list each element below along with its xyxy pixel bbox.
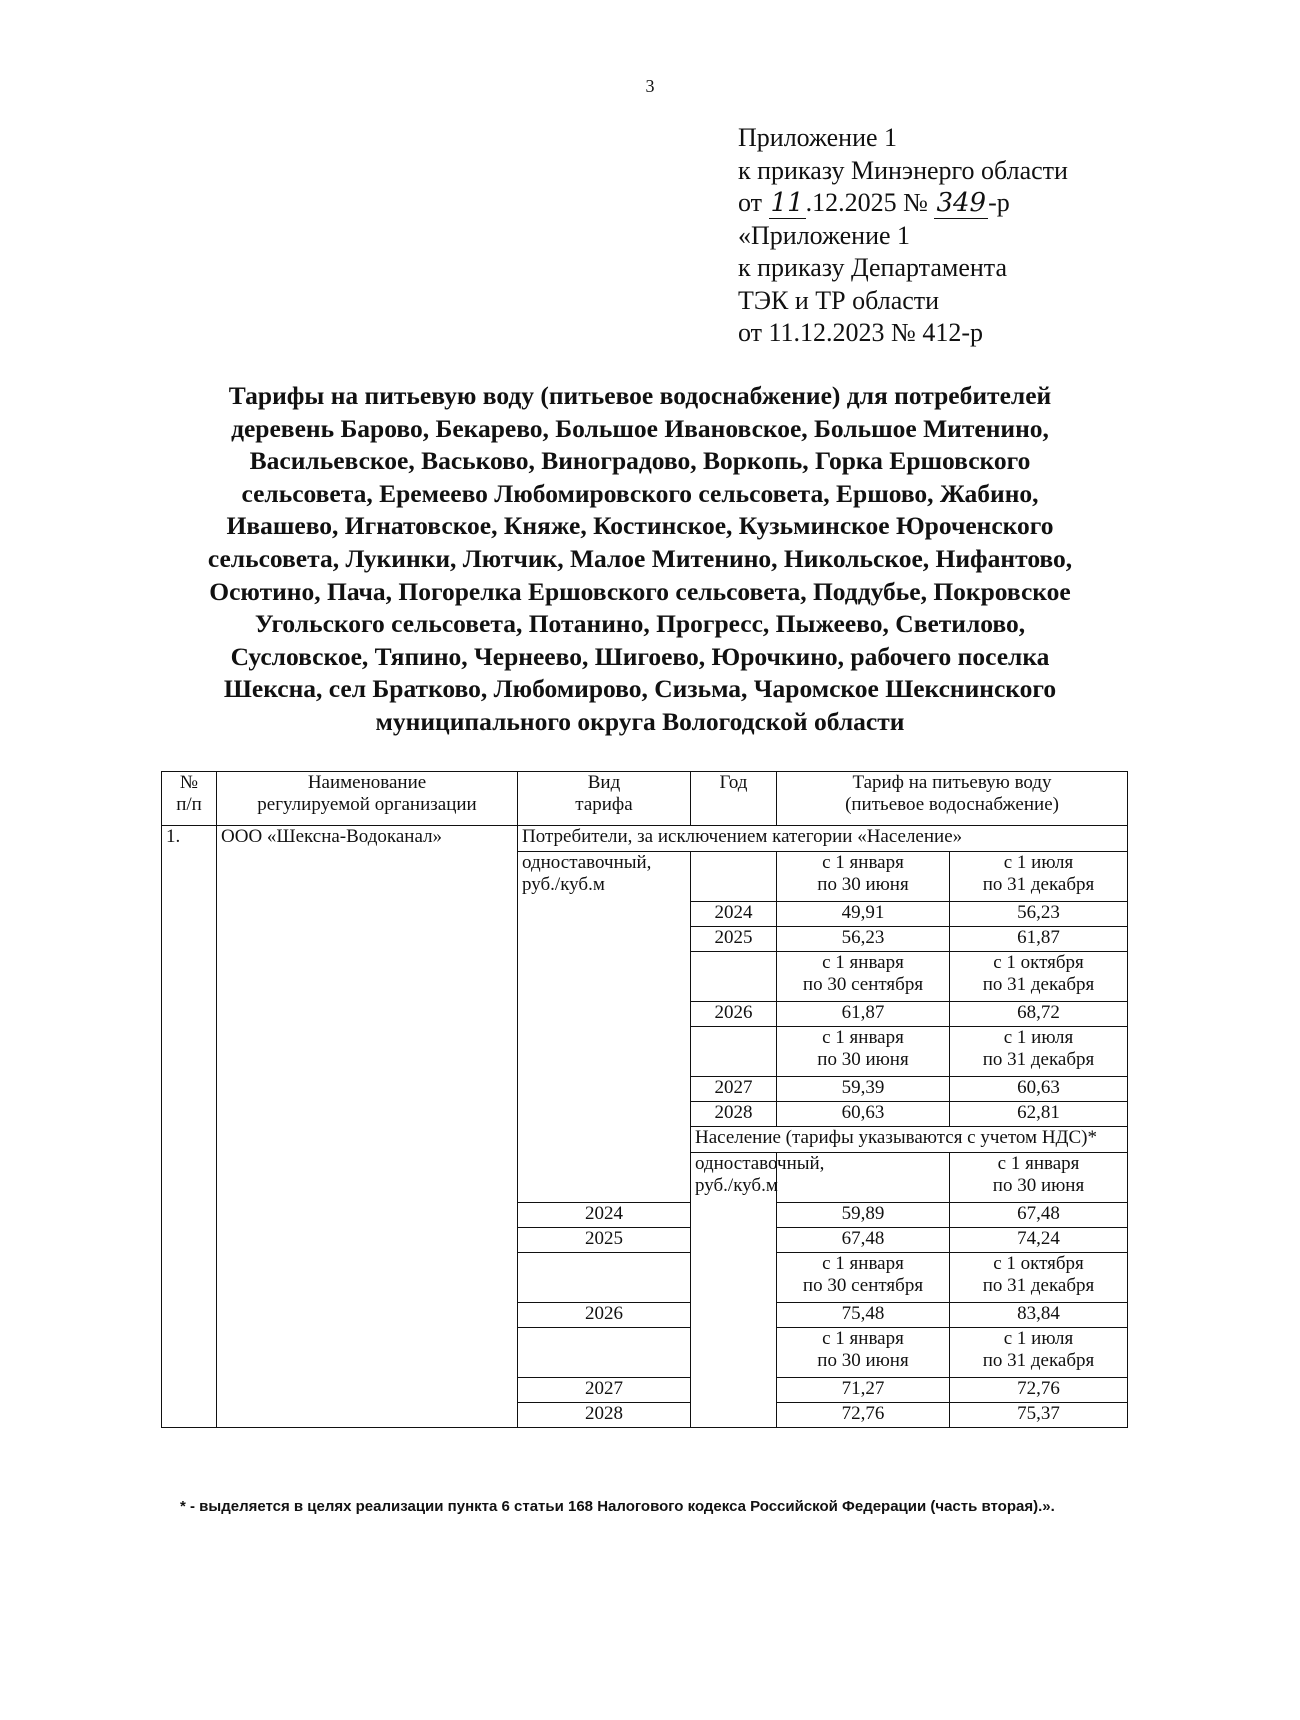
title-line: Угольского сельсовета, Потанино, Прогресс, Пыжеево, Светилово, <box>254 609 1026 639</box>
appendix-prefix: от <box>738 188 769 217</box>
year-cell <box>691 1027 777 1077</box>
table-header-row <box>162 772 1128 826</box>
tariff-value: 49,91 <box>777 902 950 927</box>
tariff-value: 75,37 <box>950 1403 1128 1428</box>
tariff-value: 62,81 <box>950 1102 1128 1127</box>
period-end: с 1 июля по 31 декабря <box>950 1328 1128 1378</box>
tariff-value: 75,48 <box>777 1303 950 1328</box>
tariff-value: 61,87 <box>950 927 1128 952</box>
title-line: муниципального округа Вологодской области <box>375 706 905 736</box>
year-cell <box>691 852 777 902</box>
year-cell: 2024 <box>691 902 777 927</box>
tariff-value: 56,23 <box>777 927 950 952</box>
appendix-block <box>738 122 1178 350</box>
tariff-table <box>161 771 1128 1428</box>
consumer-category: Потребители, за исключением категории «Население» <box>518 826 1128 852</box>
consumer-category: Население (тарифы указываются с учетом НДС)* <box>691 1127 1128 1153</box>
header-tariff: Тариф на питьевую воду (питьевое водоснабжение) <box>777 772 1128 826</box>
year-cell <box>518 1328 691 1378</box>
period-start: с 1 января по 30 сентября <box>777 952 950 1002</box>
title-line: сельсовета, Еремеево Любомировского сельсовета, Ершово, Жабино, <box>241 478 1039 508</box>
period-end: с 1 октября по 31 декабря <box>950 952 1128 1002</box>
period-start: с 1 января по 30 июня <box>950 1153 1128 1203</box>
title-line: деревень Барово, Бекарево, Большое Ивановское, Большое Митенино, <box>231 413 1049 443</box>
title-line: Осютино, Пача, Погорелка Ершовского сельсовета, Поддубье, Покровское <box>209 576 1071 606</box>
appendix-mid: .12.2025 № <box>805 188 935 217</box>
header-year: Год <box>691 772 777 826</box>
tariff-value: 83,84 <box>950 1303 1128 1328</box>
tariff-value: 74,24 <box>950 1228 1128 1253</box>
tariff-value: 56,23 <box>950 902 1128 927</box>
period-end: с 1 июля по 31 декабря <box>950 852 1128 902</box>
tariff-type: одноставочный, руб./куб.м <box>691 1153 777 1428</box>
tariff-value: 60,63 <box>777 1102 950 1127</box>
year-cell: 2027 <box>518 1378 691 1403</box>
tariff-value: 61,87 <box>777 1002 950 1027</box>
tariff-value: 72,76 <box>950 1378 1128 1403</box>
appendix-line: к приказу Минэнерго области <box>738 155 1068 185</box>
period-start: с 1 января по 30 июня <box>777 1328 950 1378</box>
year-cell: 2028 <box>518 1403 691 1428</box>
year-cell: 2027 <box>691 1077 777 1102</box>
title-line: Тарифы на питьевую воду (питьевое водоснабжение) для потребителей <box>228 381 1052 410</box>
table-row <box>162 826 1128 852</box>
title-line: сельсовета, Лукинки, Лютчик, Малое Митенино, Никольское, Нифантово, <box>207 543 1073 573</box>
row-number: 1. <box>162 826 217 1428</box>
period-start: с 1 января по 30 июня <box>777 1027 950 1077</box>
tariff-value: 68,72 <box>950 1002 1128 1027</box>
header-organization: Наименование регулируемой организации <box>217 772 518 826</box>
handwritten-day: 11 <box>770 188 804 218</box>
year-cell: 2026 <box>518 1303 691 1328</box>
page-number: 3 <box>645 76 655 96</box>
appendix-line: Приложение 1 <box>738 123 898 152</box>
period-end: с 1 июля по 31 декабря <box>950 1027 1128 1077</box>
tariff-value: 60,63 <box>950 1077 1128 1102</box>
handwritten-order-number: 349 <box>936 188 987 218</box>
period-start: с 1 января по 30 сентября <box>777 1253 950 1303</box>
header-tariff-type: Вид тарифа <box>518 772 691 826</box>
organization-name: ООО «Шексна-Водоканал» <box>217 826 518 1428</box>
tariff-value: 67,48 <box>950 1203 1128 1228</box>
appendix-order-line <box>738 187 1178 220</box>
appendix-line: ТЭК и ТР области <box>738 285 940 315</box>
footnote: * - выделяется в целях реализации пункта 6 статьи 168 Налогового кодекса Российской Федерации (часть вторая).». <box>180 1498 1055 1515</box>
header-number: № п/п <box>162 772 217 826</box>
year-cell: 2028 <box>691 1102 777 1127</box>
period-start: с 1 января по 30 июня <box>777 852 950 902</box>
tariff-type: одноставочный, руб./куб.м <box>518 852 691 1203</box>
period-end: с 1 октября по 31 декабря <box>950 1253 1128 1303</box>
tariff-value: 59,39 <box>777 1077 950 1102</box>
title-line: Шексна, сел Братково, Любомирово, Сизьма, Чаромское Шекснинского <box>223 674 1057 704</box>
tariff-value: 71,27 <box>777 1378 950 1403</box>
appendix-line: к приказу Департамента <box>738 253 1008 282</box>
document-title <box>150 380 1130 739</box>
year-cell: 2024 <box>518 1203 691 1228</box>
tariff-value: 67,48 <box>777 1228 950 1253</box>
year-cell <box>518 1253 691 1303</box>
title-line: Васильевское, Васьково, Виноградово, Воркопь, Горка Ершовского <box>249 446 1031 476</box>
year-cell <box>691 952 777 1002</box>
title-line: Сусловское, Тяпино, Чернеево, Шигоево, Юрочкино, рабочего поселка <box>230 641 1050 671</box>
appendix-line: «Приложение 1 <box>738 220 911 250</box>
appendix-suffix: -р <box>988 188 1010 217</box>
tariff-value: 59,89 <box>777 1203 950 1228</box>
year-cell: 2026 <box>691 1002 777 1027</box>
year-cell: 2025 <box>691 927 777 952</box>
tariff-value: 72,76 <box>777 1403 950 1428</box>
year-cell: 2025 <box>518 1228 691 1253</box>
appendix-line: от 11.12.2023 № 412-р <box>738 318 984 347</box>
title-line: Ивашево, Игнатовское, Княже, Костинское, Кузьминское Юроченского <box>226 511 1054 541</box>
